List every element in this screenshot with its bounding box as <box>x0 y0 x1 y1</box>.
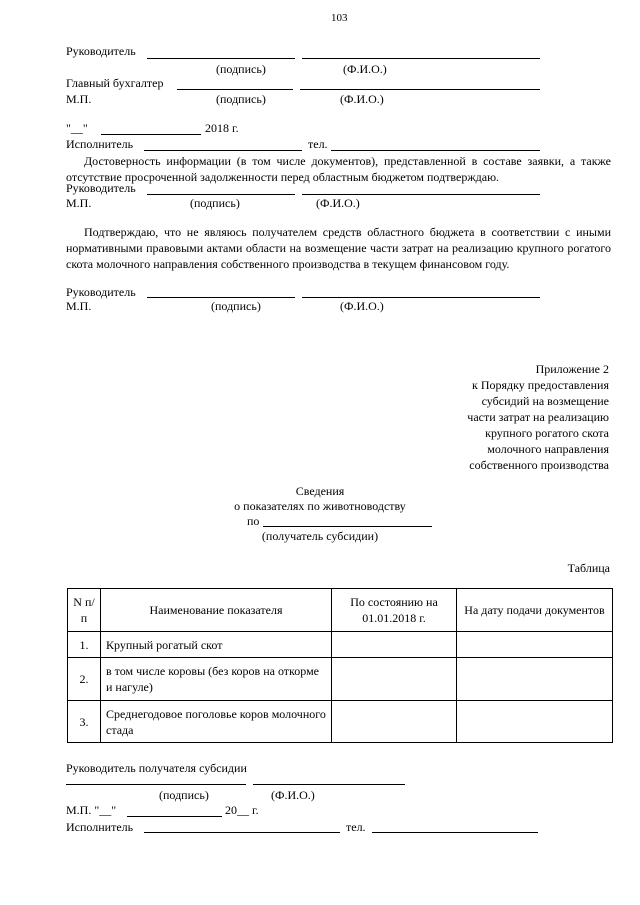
executor-line <box>144 150 302 151</box>
century-label: 20__ г. <box>225 803 259 817</box>
header-date: По состоянию на 01.01.2018 г. <box>332 589 457 632</box>
signature-caption: (подпись) <box>216 62 266 76</box>
row-value-submission <box>457 701 613 743</box>
signature-line <box>147 194 295 195</box>
signature-caption: (подпись) <box>159 788 209 802</box>
stamp-label: М.П. <box>66 299 92 313</box>
row-name: Среднегодовое поголовье коров молочного стада <box>101 701 332 743</box>
head-label: Руководитель <box>66 44 136 58</box>
page-number: 103 <box>331 12 348 24</box>
header-num: N п/п <box>68 589 101 632</box>
appendix-heading <box>467 361 609 473</box>
date-month-line <box>101 134 201 135</box>
name-line <box>302 58 540 59</box>
accountant-name-line <box>300 89 540 90</box>
appendix-line: крупного рогатого скота <box>485 426 609 440</box>
executor-label: Исполнитель <box>66 820 134 834</box>
row-value-date <box>332 701 457 743</box>
header-name: Наименование показателя <box>101 589 332 632</box>
accountant-signature-line <box>177 89 293 90</box>
name-caption: (Ф.И.О.) <box>343 62 387 76</box>
signature-line <box>147 297 295 298</box>
executor-line <box>144 832 340 833</box>
date-year: 2018 г. <box>205 121 239 135</box>
date-open: "__" <box>66 121 88 135</box>
name-line <box>302 194 540 195</box>
accountant-label: Главный бухгалтер <box>66 76 164 90</box>
form-title: Сведения <box>295 484 345 498</box>
appendix-line: молочного направления <box>487 442 609 456</box>
table-row <box>68 701 613 743</box>
stamp-date-label: М.П. "__" <box>66 803 117 817</box>
name-caption: (Ф.И.О.) <box>271 788 315 802</box>
appendix-line: собственного производства <box>469 458 609 472</box>
head-label: Руководитель <box>66 181 136 195</box>
row-num: 2. <box>68 658 101 701</box>
name-caption: (Ф.И.О.) <box>316 196 360 210</box>
signature-caption: (подпись) <box>211 299 261 313</box>
recipient-caption: (получатель субсидии) <box>261 529 379 543</box>
stamp-label: М.П. <box>66 196 92 210</box>
form-subtitle: о показателях по животноводству <box>234 499 406 513</box>
header-submission: На дату подачи документов <box>457 589 613 632</box>
row-name: в том числе коровы (без коров на откорме и нагуле) <box>101 658 332 701</box>
row-name: Крупный рогатый скот <box>101 632 332 658</box>
phone-line <box>372 832 538 833</box>
recipient-line <box>263 526 432 527</box>
phone-line <box>331 150 540 151</box>
row-value-date <box>332 658 457 701</box>
name-line <box>302 297 540 298</box>
appendix-line: Приложение 2 <box>535 362 609 376</box>
phone-label: тел. <box>308 137 328 151</box>
appendix-line: части затрат на реализацию <box>467 410 609 424</box>
recipient-head-label: Руководитель получателя субсидии <box>66 761 247 775</box>
signature-line <box>147 58 295 59</box>
table-label: Таблица <box>567 561 610 575</box>
confirm-paragraph: Достоверность информации (в том числе документов), представленной в составе заявки, а также отсутствие просроченной задолженности перед областным бюджетом подтверждаю. <box>66 154 611 184</box>
appendix-line: к Порядку предоставления <box>471 378 609 392</box>
phone-label: тел. <box>346 820 366 834</box>
row-value-submission <box>457 632 613 658</box>
executor-label: Исполнитель <box>66 137 134 151</box>
name-caption: (Ф.И.О.) <box>340 92 384 106</box>
signature-line <box>66 784 246 785</box>
head-label: Руководитель <box>66 285 136 299</box>
row-num: 3. <box>68 701 101 743</box>
signature-caption: (подпись) <box>216 92 266 106</box>
name-caption: (Ф.И.О.) <box>340 299 384 313</box>
indicators-table <box>67 588 613 743</box>
table-row <box>68 632 613 658</box>
no-other-funds-paragraph: Подтверждаю, что не являюсь получателем средств областного бюджета в соответствии с иными нормативными правовыми актами области на возмещение части затрат на реализацию крупного рогатого скота молочного направления собственного производства в текущем финансовом году. <box>66 225 611 271</box>
stamp-label: М.П. <box>66 92 92 106</box>
name-line <box>253 784 405 785</box>
date-month-line <box>127 816 222 817</box>
table-row <box>68 658 613 701</box>
row-value-submission <box>457 658 613 701</box>
signature-caption: (подпись) <box>190 196 240 210</box>
by-label: по <box>247 514 260 528</box>
row-value-date <box>332 632 457 658</box>
appendix-line: субсидий на возмещение <box>481 394 609 408</box>
table-header-row <box>68 589 613 632</box>
row-num: 1. <box>68 632 101 658</box>
